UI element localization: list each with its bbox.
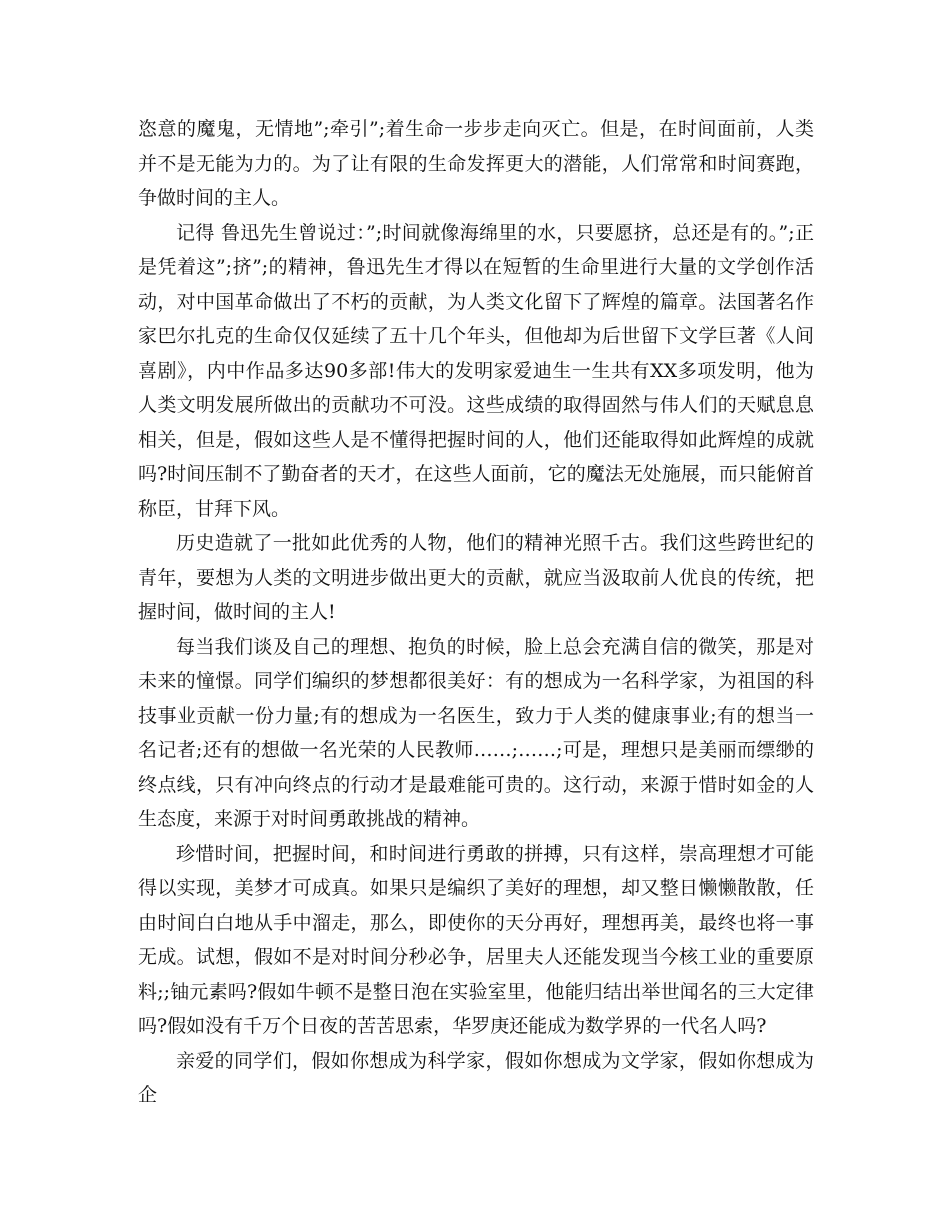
paragraph: 亲爱的同学们，假如你想成为科学家，假如你想成为文学家，假如你想成为企 <box>138 1049 814 1106</box>
paragraph: 珍惜时间，把握时间，和时间进行勇敢的拼搏，只有这样，崇高理想才可能得以实现，美梦才可成真。如果只是编织了美好的理想，却又整日懒懒散散，任由时间白白地从手中溜走，那么，即使你的天分再好，理想再美，最终也将一事无成。试想，假如不是对时间分秒必争，居里夫人还能发现当今核工业的重要原料;;铀元素吗?假如牛顿不是整日泡在实验室里，他能归结出举世闻名的三大定律吗?假如没有千万个日夜的苦苦思索，华罗庚还能成为数学界的一代名人吗? <box>138 842 814 1037</box>
paragraph: 记得 鲁迅先生曾说过：”;时间就像海绵里的水，只要愿挤，总还是有的。”;正是凭着这”;挤”;的精神，鲁迅先生才得以在短暂的生命里进行大量的文学创作活动，对中国革命做出了不朽的贡献，为人类文化留下了辉煌的篇章。法国著名作家巴尔扎克的生命仅仅延续了五十几个年头，但他却为后世留下文学巨著《人间喜剧》，内中作品多达90多部!伟大的发明家爱迪生一生共有XX多项发明，他为人类文明发展所做出的贡献功不可没。这些成绩的取得固然与伟人们的天赋息息相关，但是，假如这些人是不懂得把握时间的人，他们还能取得如此辉煌的成就吗?时间压制不了勤奋者的天才，在这些人面前，它的魔法无处施展，而只能俯首称臣，甘拜下风。 <box>138 221 814 520</box>
document-body <box>138 112 814 1113</box>
paragraph: 历史造就了一批如此优秀的人物，他们的精神光照千古。我们这些跨世纪的青年，要想为人类的文明进步做出更大的贡献，就应当汲取前人优良的传统，把握时间，做时间的主人! <box>138 532 814 623</box>
paragraph: 恣意的魔鬼，无情地”;牵引”;着生命一步步走向灭亡。但是，在时间面前，人类并不是无能为力的。为了让有限的生命发挥更大的潜能，人们常常和时间赛跑，争做时间的主人。 <box>138 118 814 209</box>
paragraph: 每当我们谈及自己的理想、抱负的时候，脸上总会充满自信的微笑，那是对未来的憧憬。同学们编织的梦想都很美好：有的想成为一名科学家，为祖国的科技事业贡献一份力量;有的想成为一名医生，致力于人类的健康事业;有的想当一名记者;还有的想做一名光荣的人民教师……;……;可是，理想只是美丽而缥缈的终点线，只有冲向终点的行动才是最难能可贵的。这行动，来源于惜时如金的人生态度，来源于对时间勇敢挑战的精神。 <box>138 635 814 830</box>
